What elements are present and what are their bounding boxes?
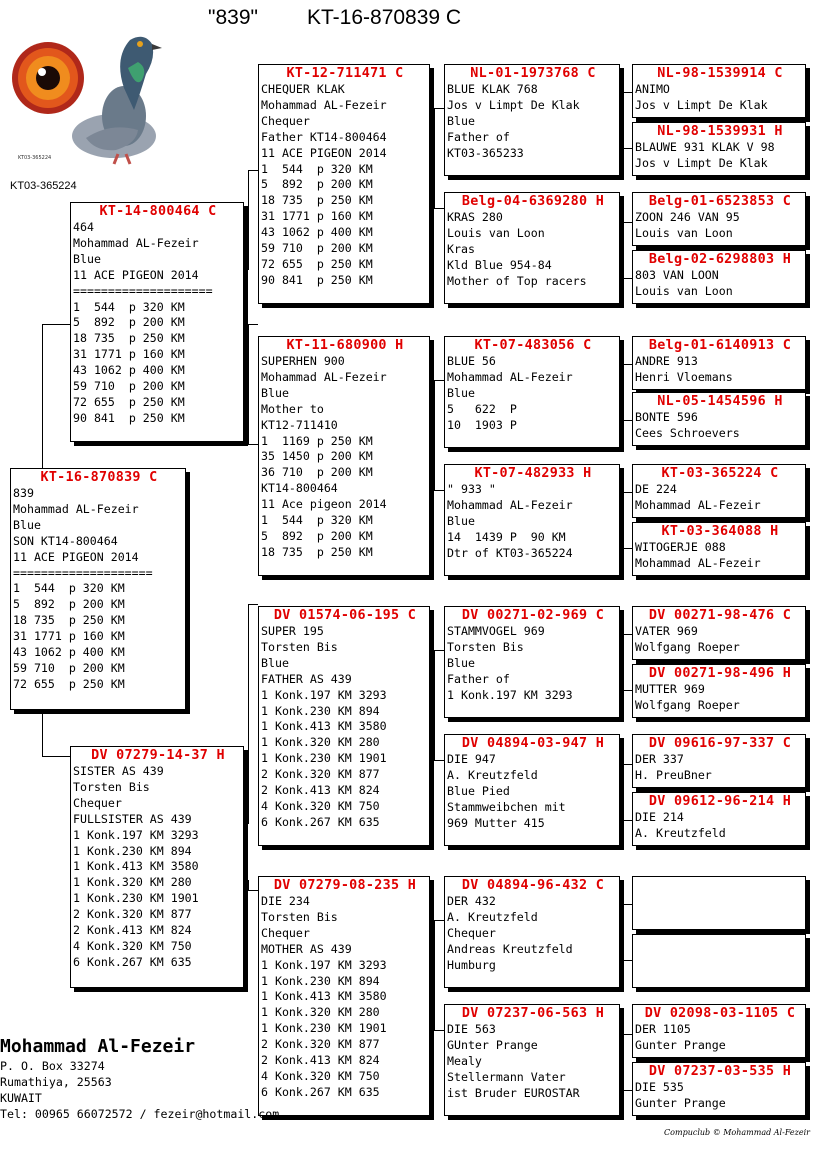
ancestor-card-16 bbox=[632, 1062, 806, 1116]
card-line: SUPERHEN 900 bbox=[261, 354, 345, 368]
card-line: Blue bbox=[447, 113, 475, 128]
ancestor-card-3 bbox=[632, 192, 806, 246]
card-line: 10 1903 P bbox=[447, 417, 517, 432]
connector-line bbox=[248, 170, 258, 171]
card-line: Blue bbox=[261, 655, 289, 670]
owner-contact bbox=[0, 1036, 279, 1122]
card-line: Blue bbox=[73, 251, 101, 266]
card-line: Humburg bbox=[447, 957, 496, 972]
connector-line bbox=[434, 490, 444, 491]
card-line: 1 544 p 320 KM bbox=[261, 513, 373, 528]
connector-line bbox=[622, 904, 632, 905]
card-line: 72 655 p 250 KM bbox=[261, 256, 373, 271]
card-line: ==================== bbox=[13, 565, 153, 580]
card-line: Mohammad AL-Fezeir bbox=[635, 555, 761, 570]
card-line: 31 1771 p 160 KM bbox=[13, 629, 125, 644]
card-line: DIE 234 bbox=[261, 894, 310, 908]
card-line: 1 Konk.197 KM 3293 bbox=[73, 827, 199, 842]
card-line: 1 Konk.197 KM 3293 bbox=[261, 687, 387, 702]
connector-line bbox=[248, 444, 258, 445]
ancestor-card-2 bbox=[632, 122, 806, 176]
ancestor-card-14 bbox=[632, 934, 806, 988]
card-line: Blue bbox=[261, 385, 289, 400]
card-line: Mohammad AL-Fezeir bbox=[635, 497, 761, 512]
card-line: Mealy bbox=[447, 1053, 482, 1068]
card-line: Torsten Bis bbox=[73, 779, 150, 794]
connector-line bbox=[622, 1034, 632, 1035]
ancestor-card-9 bbox=[632, 606, 806, 660]
ancestor-card-5 bbox=[632, 336, 806, 390]
dam-sire-card bbox=[258, 606, 430, 846]
connector-line bbox=[622, 690, 632, 691]
card-line: Mohammad AL-Fezeir bbox=[13, 501, 139, 516]
ancestor-card-6 bbox=[632, 392, 806, 446]
card-line: 6 Konk.267 KM 635 bbox=[261, 1084, 380, 1099]
connector-line bbox=[622, 92, 632, 93]
card-line: ZOON 246 VAN 95 bbox=[635, 210, 740, 224]
ring-number: NL-01-1973768 C bbox=[470, 66, 596, 81]
connector-line bbox=[248, 890, 258, 891]
ancestor-card-11 bbox=[632, 734, 806, 788]
card-line: Mohammad AL-Fezeir bbox=[73, 235, 199, 250]
sire-dam-card bbox=[258, 336, 430, 576]
card-line: 1 Konk.230 KM 894 bbox=[73, 843, 192, 858]
ggparent-card-dds bbox=[444, 876, 620, 988]
ring-number: DV 04894-96-432 C bbox=[461, 878, 605, 893]
connector-line bbox=[42, 324, 70, 325]
ring-number: KT-03-365224 C bbox=[661, 466, 779, 481]
card-line: DIE 563 bbox=[447, 1022, 496, 1036]
card-line: BLUE 56 bbox=[447, 354, 496, 368]
card-line: Gunter Prange bbox=[635, 1095, 726, 1110]
card-line bbox=[635, 877, 805, 893]
connector-line bbox=[434, 108, 435, 208]
card-line: 11 ACE PIGEON 2014 bbox=[13, 549, 139, 564]
ring-number: KT-16-870839 C bbox=[40, 470, 158, 485]
card-line: H. PreuBner bbox=[635, 767, 712, 782]
ring-number: DV 07237-03-535 H bbox=[648, 1064, 792, 1079]
ring-number: DV 07279-08-235 H bbox=[273, 878, 417, 893]
card-line: Blue bbox=[447, 513, 475, 528]
card-line: 2 Konk.413 KM 824 bbox=[261, 783, 380, 798]
card-line: 43 1062 p 400 KM bbox=[13, 645, 125, 660]
card-line: SISTER AS 439 bbox=[73, 764, 164, 778]
card-line: Chequer bbox=[447, 925, 496, 940]
connector-line bbox=[248, 324, 258, 325]
card-line: Blue bbox=[447, 655, 475, 670]
card-line: GUnter Prange bbox=[447, 1037, 538, 1052]
owner-name: Mohammad Al-Fezeir bbox=[0, 1036, 196, 1057]
connector-line bbox=[622, 820, 632, 821]
card-line: VATER 969 bbox=[635, 624, 698, 638]
card-line: 90 841 p 250 KM bbox=[73, 410, 185, 425]
subject-pigeon-card bbox=[10, 468, 186, 710]
connector-line bbox=[434, 108, 444, 109]
ring-number: KT-07-482933 H bbox=[474, 466, 592, 481]
card-line: 969 Mutter 415 bbox=[447, 815, 545, 830]
connector-line bbox=[622, 1034, 623, 1090]
card-line: Wolfgang Roeper bbox=[635, 697, 740, 712]
card-line bbox=[635, 893, 805, 909]
card-line: 4 Konk.320 KM 750 bbox=[261, 798, 380, 813]
card-line: 11 ACE PIGEON 2014 bbox=[73, 267, 199, 282]
card-line: 59 710 p 200 KM bbox=[73, 379, 185, 394]
ring-number: DV 00271-02-969 C bbox=[461, 608, 605, 623]
card-line: 14 1439 P 90 KM bbox=[447, 529, 566, 544]
connector-line bbox=[42, 324, 43, 468]
card-line: A. Kreutzfeld bbox=[447, 767, 538, 782]
pigeon-photo bbox=[6, 18, 166, 168]
card-line: Cees Schroevers bbox=[635, 425, 740, 440]
connector-line bbox=[434, 650, 444, 651]
ancestor-card-4 bbox=[632, 250, 806, 304]
connector-line bbox=[622, 904, 623, 960]
card-line: DIE 214 bbox=[635, 810, 684, 824]
card-line: KT14-800464 bbox=[261, 481, 338, 496]
card-line: Mohammad AL-Fezeir bbox=[261, 97, 387, 112]
card-line: Mohammad AL-Fezeir bbox=[447, 369, 573, 384]
connector-line bbox=[622, 364, 623, 420]
sire-sire-card bbox=[258, 64, 430, 304]
connector-line bbox=[622, 548, 632, 549]
photo-label: KT03-365224 bbox=[18, 155, 52, 161]
card-line: 2 Konk.413 KM 824 bbox=[73, 923, 192, 938]
connector-line bbox=[434, 760, 444, 761]
card-line: Father of bbox=[447, 671, 510, 686]
connector-line bbox=[622, 492, 623, 548]
card-line: Mohammad AL-Fezeir bbox=[261, 369, 387, 384]
card-line: 43 1062 p 400 KM bbox=[261, 225, 373, 240]
ring-number: DV 00271-98-496 H bbox=[648, 666, 792, 681]
photo-caption: KT03-365224 bbox=[10, 180, 77, 192]
card-line: Dtr of KT03-365224 bbox=[447, 545, 573, 560]
card-line: 5 892 p 200 KM bbox=[261, 177, 373, 192]
card-line: Jos v Limpt De Klak bbox=[447, 97, 580, 112]
connector-line bbox=[622, 148, 632, 149]
card-line: Jos v Limpt De Klak bbox=[635, 97, 768, 112]
card-line: 31 1771 p 160 KM bbox=[261, 209, 373, 224]
ring-number: DV 09612-96-214 H bbox=[648, 794, 792, 809]
ancestor-card-10 bbox=[632, 664, 806, 718]
card-line: Henri Vloemans bbox=[635, 369, 733, 384]
card-line: A. Kreutzfeld bbox=[447, 909, 538, 924]
ring-number: NL-05-1454596 H bbox=[657, 394, 783, 409]
card-line: DER 337 bbox=[635, 752, 684, 766]
ancestor-card-7 bbox=[632, 464, 806, 518]
card-line: Wolfgang Roeper bbox=[635, 639, 740, 654]
card-line: SON KT14-800464 bbox=[13, 533, 118, 548]
dam-dam-card bbox=[258, 876, 430, 1116]
card-line: 90 841 p 250 KM bbox=[261, 272, 373, 287]
ring-number: KT-12-711471 C bbox=[286, 66, 404, 81]
dam-card bbox=[70, 746, 244, 988]
connector-line bbox=[622, 364, 632, 365]
connector-line bbox=[622, 1090, 632, 1091]
connector-line bbox=[434, 208, 444, 209]
card-line: 1 Konk.197 KM 3293 bbox=[447, 687, 573, 702]
card-line: 5 892 p 200 KM bbox=[73, 315, 185, 330]
connector-line bbox=[434, 650, 435, 760]
ring-number: KT-11-680900 H bbox=[286, 338, 404, 353]
connector-line bbox=[622, 960, 632, 961]
card-line: Andreas Kreutzfeld bbox=[447, 941, 573, 956]
connector-line bbox=[622, 92, 623, 148]
card-line bbox=[635, 935, 805, 951]
card-line: ANDRE 913 bbox=[635, 354, 698, 368]
ring-number: DV 07237-06-563 H bbox=[461, 1006, 605, 1021]
connector-line bbox=[42, 756, 70, 757]
card-line: Torsten Bis bbox=[261, 909, 338, 924]
card-line: 1 544 p 320 KM bbox=[13, 581, 125, 596]
card-line: DIE 535 bbox=[635, 1080, 684, 1094]
card-line: 2 Konk.320 KM 877 bbox=[73, 907, 192, 922]
card-line: Chequer bbox=[261, 113, 310, 128]
card-line: 1 Konk.413 KM 3580 bbox=[261, 989, 387, 1004]
ring-number: DV 00271-98-476 C bbox=[648, 608, 792, 623]
card-line: " 933 " bbox=[447, 482, 496, 496]
card-line: Jos v Limpt De Klak bbox=[635, 155, 768, 170]
card-line bbox=[635, 951, 805, 967]
card-line: 5 892 p 200 KM bbox=[261, 528, 373, 543]
card-line: 1 Konk.230 KM 1901 bbox=[73, 891, 199, 906]
card-line: Chequer bbox=[261, 925, 310, 940]
ring-number: Belg-01-6140913 C bbox=[648, 338, 792, 353]
ring-number: DV 01574-06-195 C bbox=[273, 608, 417, 623]
card-line: 6 Konk.267 KM 635 bbox=[261, 814, 380, 829]
ring-number: Belg-04-6369280 H bbox=[461, 194, 605, 209]
connector-line bbox=[622, 764, 632, 765]
card-line: KT03-365233 bbox=[447, 145, 524, 160]
connector-line bbox=[248, 604, 258, 605]
connector-line bbox=[248, 324, 249, 444]
connector-line bbox=[248, 170, 249, 270]
connector-line bbox=[248, 880, 249, 890]
card-line: DE 224 bbox=[635, 482, 677, 496]
connector-line bbox=[622, 764, 623, 820]
connector-line bbox=[622, 222, 632, 223]
card-line: 1 1169 p 250 KM bbox=[261, 433, 373, 448]
card-line: 59 710 p 200 KM bbox=[261, 241, 373, 256]
ring-number: KT-07-483056 C bbox=[474, 338, 592, 353]
card-line: ANIMO bbox=[635, 82, 670, 96]
sire-card bbox=[70, 202, 244, 442]
card-line: Louis van Loon bbox=[635, 225, 733, 240]
card-line: FATHER AS 439 bbox=[261, 671, 352, 686]
connector-line bbox=[434, 1030, 444, 1031]
card-line: 4 Konk.320 KM 750 bbox=[73, 938, 192, 953]
ancestor-card-1 bbox=[632, 64, 806, 118]
card-line: 4 Konk.320 KM 750 bbox=[261, 1068, 380, 1083]
ring-number: NL-98-1539914 C bbox=[657, 66, 783, 81]
card-line: 18 735 p 250 KM bbox=[261, 544, 373, 559]
card-line: 11 Ace pigeon 2014 bbox=[261, 497, 387, 512]
card-line: 11 ACE PIGEON 2014 bbox=[261, 145, 387, 160]
card-line: 43 1062 p 400 KM bbox=[73, 363, 185, 378]
ring-number: Belg-01-6523853 C bbox=[648, 194, 792, 209]
ring-number: KT-03-364088 H bbox=[661, 524, 779, 539]
owner-address-line: Rumathiya, 25563 bbox=[0, 1075, 112, 1089]
card-line: BLUE KLAK 768 bbox=[447, 82, 538, 96]
card-line: Mother of Top racers bbox=[447, 273, 587, 288]
card-line: 72 655 p 250 KM bbox=[13, 676, 125, 691]
connector-line bbox=[434, 920, 444, 921]
pigeon-name: "839" bbox=[208, 6, 258, 29]
card-line: Kras bbox=[447, 241, 475, 256]
card-line: Torsten Bis bbox=[447, 639, 524, 654]
ancestor-card-12 bbox=[632, 792, 806, 846]
card-line: 72 655 p 250 KM bbox=[73, 394, 185, 409]
card-line: SUPER 195 bbox=[261, 624, 324, 638]
card-line: STAMMVOGEL 969 bbox=[447, 624, 545, 638]
ggparent-card-ssd bbox=[444, 192, 620, 304]
connector-line bbox=[42, 710, 43, 756]
ring-number: DV 02098-03-1105 C bbox=[644, 1006, 796, 1021]
ggparent-card-dsd bbox=[444, 734, 620, 846]
card-line: KRAS 280 bbox=[447, 210, 503, 224]
ring-number: Belg-02-6298803 H bbox=[648, 252, 792, 267]
card-line: Blue bbox=[447, 385, 475, 400]
ring-number: KT-14-800464 C bbox=[99, 204, 217, 219]
card-line: A. Kreutzfeld bbox=[635, 825, 726, 840]
card-line: 5 892 p 200 KM bbox=[13, 597, 125, 612]
card-line: Blue Pied bbox=[447, 783, 510, 798]
card-line: 1 Konk.230 KM 1901 bbox=[261, 1021, 387, 1036]
card-line: 2 Konk.413 KM 824 bbox=[261, 1053, 380, 1068]
card-line: 31 1771 p 160 KM bbox=[73, 347, 185, 362]
card-line: BLAUWE 931 KLAK V 98 bbox=[635, 140, 775, 154]
connector-line bbox=[434, 380, 435, 490]
card-line: 1 Konk.413 KM 3580 bbox=[73, 859, 199, 874]
software-credit: Compuclub © Mohammad Al-Fezeir bbox=[664, 1128, 810, 1137]
card-line: 1 Konk.197 KM 3293 bbox=[261, 957, 387, 972]
ggparent-card-sds bbox=[444, 336, 620, 448]
connector-line bbox=[622, 492, 632, 493]
card-line: 59 710 p 200 KM bbox=[13, 660, 125, 675]
card-line: 5 622 P bbox=[447, 401, 517, 416]
card-line: Father KT14-800464 bbox=[261, 129, 387, 144]
connector-line bbox=[622, 420, 632, 421]
card-line: Chequer bbox=[73, 795, 122, 810]
owner-phone-email: Tel: 00965 66072572 / fezeir@hotmail.com bbox=[0, 1107, 280, 1121]
card-line: 1 Konk.320 KM 280 bbox=[261, 735, 380, 750]
card-line: MUTTER 969 bbox=[635, 682, 705, 696]
card-line: Gunter Prange bbox=[635, 1037, 726, 1052]
connector-line bbox=[248, 604, 249, 824]
card-line: Mother to bbox=[261, 401, 324, 416]
card-line: Mohammad AL-Fezeir bbox=[447, 497, 573, 512]
card-line: KT12-711410 bbox=[261, 417, 338, 432]
connector-line bbox=[434, 380, 444, 381]
card-line: Stellermann Vater bbox=[447, 1069, 566, 1084]
connector-line bbox=[622, 634, 632, 635]
card-line: DER 432 bbox=[447, 894, 496, 908]
ggparent-card-dss bbox=[444, 606, 620, 718]
card-line: BONTE 596 bbox=[635, 410, 698, 424]
ancestor-card-15 bbox=[632, 1004, 806, 1058]
card-line: MOTHER AS 439 bbox=[261, 941, 352, 956]
card-line: 18 735 p 250 KM bbox=[73, 331, 185, 346]
card-line: 803 VAN LOON bbox=[635, 268, 719, 282]
card-line: 1 Konk.320 KM 280 bbox=[73, 875, 192, 890]
card-line: WITOGERJE 088 bbox=[635, 540, 726, 554]
card-line: 36 710 p 200 KM bbox=[261, 465, 373, 480]
card-line: ==================== bbox=[73, 283, 213, 298]
card-line: Father of bbox=[447, 129, 510, 144]
card-line: 1 Konk.230 KM 1901 bbox=[261, 751, 387, 766]
card-line: Louis van Loon bbox=[447, 225, 545, 240]
ggparent-card-ddd bbox=[444, 1004, 620, 1116]
ggparent-card-sdd bbox=[444, 464, 620, 576]
connector-line bbox=[434, 920, 435, 1030]
card-line: 1 544 p 320 KM bbox=[261, 161, 373, 176]
ring-number: DV 04894-03-947 H bbox=[461, 736, 605, 751]
card-line: Louis van Loon bbox=[635, 283, 733, 298]
card-line: DIE 947 bbox=[447, 752, 496, 766]
owner-address-line: KUWAIT bbox=[0, 1091, 42, 1105]
pigeon-ring-number: KT-16-870839 C bbox=[307, 6, 462, 29]
card-line: Kld Blue 954-84 bbox=[447, 257, 552, 272]
card-line: 6 Konk.267 KM 635 bbox=[73, 954, 192, 969]
ring-number: DV 09616-97-337 C bbox=[648, 736, 792, 751]
card-line: FULLSISTER AS 439 bbox=[73, 811, 192, 826]
card-line: Torsten Bis bbox=[261, 639, 338, 654]
card-line: Stammweibchen mit bbox=[447, 799, 566, 814]
card-line: 35 1450 p 200 KM bbox=[261, 449, 373, 464]
ancestor-card-8 bbox=[632, 522, 806, 576]
connector-line bbox=[622, 634, 623, 690]
card-line: 1 Konk.413 KM 3580 bbox=[261, 719, 387, 734]
card-line: Blue bbox=[13, 517, 41, 532]
card-line: 1 544 p 320 KM bbox=[73, 299, 185, 314]
owner-address-line: P. O. Box 33274 bbox=[0, 1059, 105, 1073]
card-line: 2 Konk.320 KM 877 bbox=[261, 1037, 380, 1052]
connector-line bbox=[622, 278, 632, 279]
card-line: 2 Konk.320 KM 877 bbox=[261, 767, 380, 782]
card-line: 1 Konk.230 KM 894 bbox=[261, 973, 380, 988]
ancestor-card-13 bbox=[632, 876, 806, 930]
ring-number: NL-98-1539931 H bbox=[657, 124, 783, 139]
card-line: 18 735 p 250 KM bbox=[13, 613, 125, 628]
card-line: 839 bbox=[13, 486, 34, 500]
card-line: ist Bruder EUROSTAR bbox=[447, 1085, 580, 1100]
card-line: 464 bbox=[73, 220, 94, 234]
card-line: 1 Konk.320 KM 280 bbox=[261, 1005, 380, 1020]
card-line: CHEQUER KLAK bbox=[261, 82, 345, 96]
ggparent-card-sss bbox=[444, 64, 620, 176]
card-line: DER 1105 bbox=[635, 1022, 691, 1036]
connector-line bbox=[622, 222, 623, 278]
ring-number: DV 07279-14-37 H bbox=[91, 748, 225, 763]
card-line: 1 Konk.230 KM 894 bbox=[261, 703, 380, 718]
card-line: 18 735 p 250 KM bbox=[261, 193, 373, 208]
